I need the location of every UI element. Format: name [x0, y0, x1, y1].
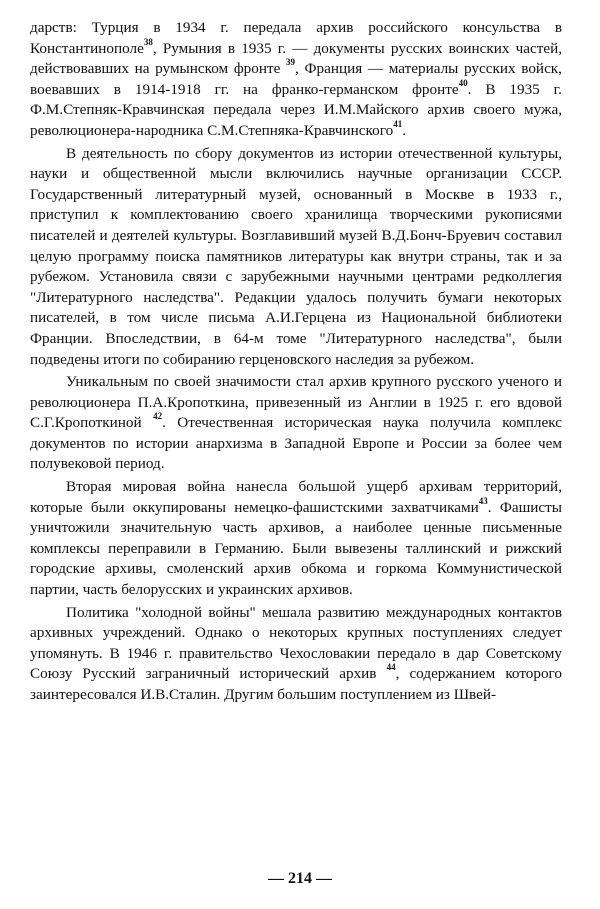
- text-segment: , содержанием которого заинтересовался И.В.Сталин. Другим большим поступлением из Швей-: [30, 665, 562, 703]
- footnote-ref-38[interactable]: 38: [143, 36, 153, 47]
- footnote-ref-39[interactable]: 39: [286, 57, 296, 68]
- text-segment: , Франция — материалы русских войск, воевавших в 1914-1918 гг. на франко-германском фронте: [30, 60, 562, 98]
- text-segment: , Румыния в 1935 г. — документы русских воинских частей, действовавших на румынском фронте: [30, 39, 562, 78]
- text-segment: дарств: Турция в 1934 г. передала архив российского консульства в Константинополе: [30, 19, 562, 57]
- text-segment: В деятельность по сбору документов из истории отечественной культуры, науки и общественной мысли включились научные организации СССР. Государственный литературный музей, основанный в Москве в 1933 г., приступил к комплектованию своего хранилища творческими рукописями писателей и деятелей культуры. Возглавивший музей В.Д.Бонч-Бруевич составил целую программу поиска памятников литературы как внутри страны, так и за рубежом. Установила связи с зарубежными научными центрами редколлегия "Литературного наследства". Редакции удалось получить бумаги некоторых писателей, в том числе письма А.И.Герцена из Национальной библиотеки Франции. Впоследствии, в 64-м томе "Литературного наследства", были подведены итоги по собиранию герценовского наследия за рубежом.: [30, 144, 562, 368]
- footnote-ref-40[interactable]: 40: [458, 77, 468, 88]
- paragraph-4: [30, 477, 562, 601]
- footnote-ref-42[interactable]: 42: [153, 411, 163, 422]
- paragraph-2: [30, 144, 562, 371]
- paragraph-3: [30, 372, 562, 475]
- text-segment: . Отечественная историческая наука получила комплекс документов по истории анархизма в Западной Европе и России за более чем полувековой период.: [30, 414, 562, 473]
- page-number: — 214 —: [268, 870, 332, 887]
- paragraph-1: [30, 18, 562, 142]
- paragraph-5: [30, 603, 562, 706]
- document-body: [30, 18, 562, 706]
- text-segment: Уникальным по своей значимости стал архив крупного русского ученого и революционера П.А.Кропоткина, привезенный из Англии в 1925 г. его вдовой С.Г.Кропоткиной: [30, 373, 562, 432]
- footnote-ref-43[interactable]: 43: [478, 495, 488, 506]
- text-segment: . В 1935 г. Ф.М.Степняк-Кравчинская передала через И.М.Майского архив своего мужа, революционера-народника С.М.Степняка-Кравчинского: [30, 80, 562, 139]
- text-segment: . Фашисты уничтожили значительную часть архивов, а наиболее ценные письменные комплексы переправили в Германию. Были вывезены таллинский и рижский городские архивы, смоленский архив обкома и горкома Коммунистической партии, часть белорусских и украинских архивов.: [30, 498, 562, 599]
- text-segment: .: [402, 121, 406, 139]
- footnote-ref-44[interactable]: 44: [386, 662, 396, 673]
- text-segment: Вторая мировая война нанесла большой ущерб архивам территорий, которые были оккупированы немецко-фашистскими захватчиками: [30, 478, 562, 516]
- text-segment: Политика "холодной войны" мешала развитию международных контактов архивных учреждений. Однако о некоторых крупных поступлениях следует упомянуть. В 1946 г. правительство Чехословакии передало в дар Советскому Союзу Русский заграничный исторический архив: [30, 603, 562, 683]
- footnote-ref-41[interactable]: 41: [393, 118, 403, 129]
